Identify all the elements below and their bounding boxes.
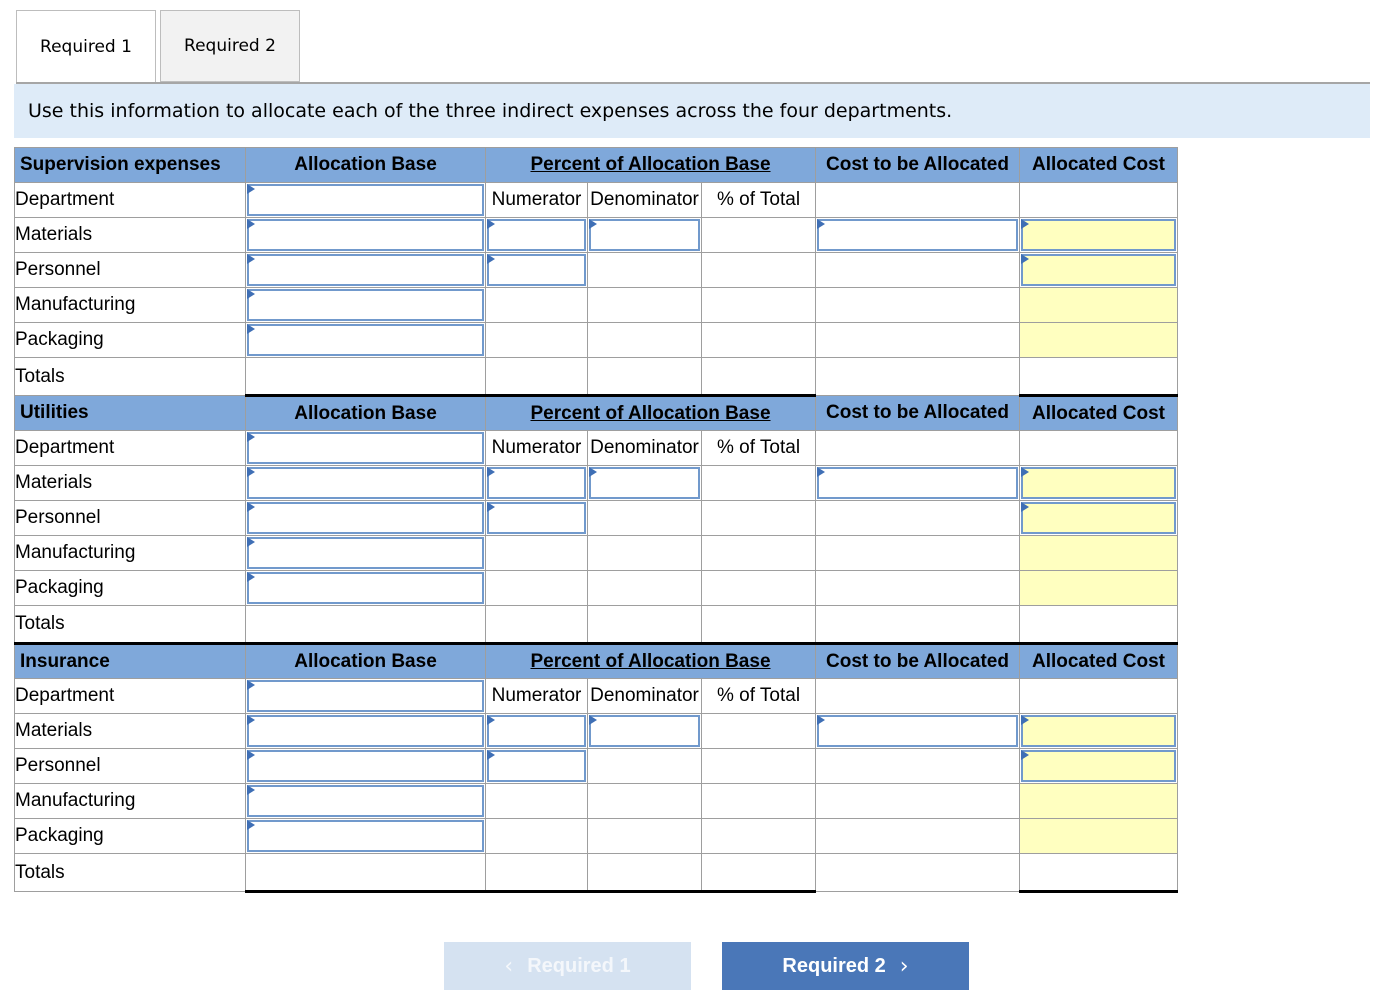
supervision-row-packaging — [15, 323, 1178, 358]
denominator-cell — [588, 784, 702, 819]
dropdown-marker-icon — [247, 184, 255, 194]
utilities-section-title: Utilities — [20, 402, 89, 423]
supervision-personnel-allocation-base-input[interactable] — [247, 254, 484, 286]
totals-label: Totals — [15, 861, 65, 883]
dropdown-marker-icon — [487, 467, 495, 477]
utilities-personnel-allocation-base-input[interactable] — [247, 502, 484, 534]
allocated-cell — [1020, 431, 1178, 466]
numerator-label: Numerator — [491, 685, 582, 706]
utilities-manufacturing-allocation-base-input[interactable] — [247, 537, 484, 569]
department-label: Department — [15, 189, 115, 210]
department-name: Materials — [15, 224, 93, 245]
dropdown-marker-icon — [589, 715, 597, 725]
department-name: Materials — [15, 720, 93, 741]
denominator-label: Denominator — [590, 437, 699, 458]
total-cost-cell — [816, 358, 1020, 396]
supervision-numerator-input[interactable] — [487, 219, 586, 251]
pct-cell — [702, 218, 816, 253]
department-label: Department — [15, 437, 115, 458]
next-button-label: Required 2 — [782, 954, 886, 977]
allocated-cost-header: Allocated Cost — [1031, 650, 1166, 672]
denominator-cell — [588, 501, 702, 536]
insurance-row-packaging — [15, 819, 1178, 854]
denominator-cell — [588, 571, 702, 606]
cost-cell — [816, 784, 1020, 819]
percent-of-allocation-base-header: Percent of Allocation Base — [530, 650, 771, 672]
numerator-cell — [486, 323, 588, 358]
numerator-cell — [486, 571, 588, 606]
utilities-totals-row — [15, 606, 1178, 644]
total-cell — [486, 854, 588, 892]
total-cost-cell — [816, 854, 1020, 892]
dropdown-marker-icon — [487, 502, 495, 512]
department-name: Packaging — [15, 825, 104, 846]
dropdown-marker-icon — [487, 750, 495, 760]
supervision-row-personnel — [15, 253, 1178, 288]
numerator-cell — [486, 784, 588, 819]
dropdown-marker-icon — [247, 467, 255, 477]
utilities-header-row — [15, 396, 1178, 431]
tab-required-2[interactable]: Required 2 — [160, 10, 300, 82]
totals-label: Totals — [15, 365, 65, 387]
chevron-right-icon: › — [899, 953, 909, 979]
total-cell — [588, 854, 702, 892]
prev-button-label: Required 1 — [527, 954, 631, 977]
denominator-cell — [588, 253, 702, 288]
insurance-packaging-allocation-base-input[interactable] — [247, 820, 484, 852]
total-cell — [702, 606, 816, 644]
cost-cell — [816, 536, 1020, 571]
pct-cell — [702, 253, 816, 288]
numerator-cell — [486, 819, 588, 854]
department-name: Manufacturing — [15, 790, 136, 811]
tab-required-1[interactable]: Required 1 — [16, 10, 156, 83]
cost-cell — [816, 571, 1020, 606]
pct-cell — [702, 466, 816, 501]
cost-to-be-allocated-header: Cost to be Allocated — [826, 402, 1009, 423]
total-cell — [588, 358, 702, 396]
supervision-materials-allocation-base-input[interactable] — [247, 219, 484, 251]
insurance-totals-row — [15, 854, 1178, 892]
total-cost-cell — [816, 606, 1020, 644]
dropdown-marker-icon — [247, 432, 255, 442]
supervision-manufacturing-allocation-base-input[interactable] — [247, 289, 484, 321]
dropdown-marker-icon — [1021, 254, 1029, 264]
numerator-label: Numerator — [491, 437, 582, 458]
cost-to-be-allocated-header: Cost to be Allocated — [826, 154, 1009, 175]
dropdown-marker-icon — [247, 502, 255, 512]
dropdown-marker-icon — [1021, 219, 1029, 229]
pct-cell — [702, 501, 816, 536]
insurance-personnel-allocation-base-input[interactable] — [247, 750, 484, 782]
dropdown-marker-icon — [247, 785, 255, 795]
utilities-personnel-numerator-input[interactable] — [487, 502, 586, 534]
utilities-materials-allocated-cost-input[interactable] — [1021, 467, 1176, 499]
supervision-cost-to-be-allocated-input[interactable] — [817, 219, 1018, 251]
denominator-cell — [588, 288, 702, 323]
cost-cell — [816, 288, 1020, 323]
pct-cell — [702, 323, 816, 358]
cost-cell — [816, 501, 1020, 536]
dropdown-marker-icon — [247, 680, 255, 690]
numerator-label: Numerator — [491, 189, 582, 210]
pct-cell — [702, 749, 816, 784]
total-cell — [702, 854, 816, 892]
insurance-denominator-input[interactable] — [589, 715, 700, 747]
supervision-personnel-numerator-input[interactable] — [487, 254, 586, 286]
denominator-label: Denominator — [590, 685, 699, 706]
dropdown-marker-icon — [247, 537, 255, 547]
utilities-department-row — [15, 431, 1178, 466]
utilities-row-manufacturing — [15, 536, 1178, 571]
percent-of-allocation-base-header: Percent of Allocation Base — [530, 402, 771, 424]
cost-cell — [816, 183, 1020, 218]
allocated-cell — [1020, 819, 1178, 854]
insurance-numerator-input[interactable] — [487, 715, 586, 747]
dropdown-marker-icon — [1021, 467, 1029, 477]
insurance-allocation-base-title-input[interactable] — [247, 680, 484, 712]
supervision-denominator-input[interactable] — [589, 219, 700, 251]
insurance-department-row — [15, 679, 1178, 714]
allocated-cell — [1020, 679, 1178, 714]
supervision-row-manufacturing — [15, 288, 1178, 323]
insurance-materials-allocated-cost-input[interactable] — [1021, 715, 1176, 747]
dropdown-marker-icon — [247, 219, 255, 229]
total-cell — [486, 606, 588, 644]
utilities-personnel-allocated-cost-input[interactable] — [1021, 502, 1176, 534]
dropdown-marker-icon — [1021, 750, 1029, 760]
department-name: Manufacturing — [15, 294, 136, 315]
denominator-cell — [588, 323, 702, 358]
utilities-row-packaging — [15, 571, 1178, 606]
denominator-label: Denominator — [590, 189, 699, 210]
dropdown-marker-icon — [487, 219, 495, 229]
allocation-table — [14, 147, 1178, 893]
supervision-personnel-allocated-cost-input[interactable] — [1021, 254, 1176, 286]
percent-of-allocation-base-header: Percent of Allocation Base — [530, 154, 771, 175]
insurance-row-materials — [15, 714, 1178, 749]
instruction-banner: Use this information to allocate each of the three indirect expenses across the four departments. — [14, 84, 1370, 138]
total-base-cell — [246, 606, 486, 644]
utilities-row-materials — [15, 466, 1178, 501]
department-name: Manufacturing — [15, 542, 136, 563]
department-name: Personnel — [15, 259, 101, 280]
department-name: Materials — [15, 472, 93, 493]
dropdown-marker-icon — [247, 715, 255, 725]
insurance-manufacturing-allocation-base-input[interactable] — [247, 785, 484, 817]
dropdown-marker-icon — [247, 750, 255, 760]
allocated-cell — [1020, 784, 1178, 819]
utilities-row-personnel — [15, 501, 1178, 536]
allocated-cell — [1020, 183, 1178, 218]
allocation-base-header: Allocation Base — [294, 650, 437, 672]
cost-cell — [816, 679, 1020, 714]
next-button[interactable] — [722, 942, 969, 990]
utilities-denominator-input[interactable] — [589, 467, 700, 499]
total-allocated-cell — [1020, 854, 1178, 892]
dropdown-marker-icon — [487, 715, 495, 725]
pct-total-label: % of Total — [716, 685, 801, 706]
department-name: Packaging — [15, 329, 104, 350]
supervision-totals-row — [15, 358, 1178, 396]
utilities-cost-to-be-allocated-input[interactable] — [817, 467, 1018, 499]
department-label: Department — [15, 685, 115, 706]
cost-cell — [816, 431, 1020, 466]
dropdown-marker-icon — [589, 467, 597, 477]
cost-cell — [816, 253, 1020, 288]
insurance-row-manufacturing — [15, 784, 1178, 819]
allocated-cell — [1020, 323, 1178, 358]
supervision-materials-allocated-cost-input[interactable] — [1021, 219, 1176, 251]
chevron-left-icon: ‹ — [504, 953, 514, 979]
allocated-cell — [1020, 571, 1178, 606]
dropdown-marker-icon — [247, 254, 255, 264]
pct-cell — [702, 571, 816, 606]
dropdown-marker-icon — [487, 254, 495, 264]
supervision-department-row — [15, 183, 1178, 218]
supervision-row-materials — [15, 218, 1178, 253]
insurance-cost-to-be-allocated-input[interactable] — [817, 715, 1018, 747]
allocated-cell — [1020, 288, 1178, 323]
prev-button[interactable] — [444, 942, 691, 990]
total-base-cell — [246, 358, 486, 396]
utilities-numerator-input[interactable] — [487, 467, 586, 499]
allocated-cost-header: Allocated Cost — [1031, 402, 1166, 424]
total-cell — [588, 606, 702, 644]
insurance-row-personnel — [15, 749, 1178, 784]
insurance-section-title: Insurance — [20, 650, 110, 672]
dropdown-marker-icon — [247, 572, 255, 582]
allocated-cell — [1020, 536, 1178, 571]
pct-cell — [702, 288, 816, 323]
cost-cell — [816, 749, 1020, 784]
dropdown-marker-icon — [817, 219, 825, 229]
pct-total-label: % of Total — [716, 437, 801, 458]
pct-total-label: % of Total — [716, 189, 801, 210]
dropdown-marker-icon — [247, 324, 255, 334]
department-name: Personnel — [15, 755, 101, 776]
total-allocated-cell — [1020, 358, 1178, 396]
utilities-packaging-allocation-base-input[interactable] — [247, 572, 484, 604]
supervision-allocation-base-title-input[interactable] — [247, 184, 484, 216]
supervision-section-title: Supervision expenses — [20, 154, 221, 175]
dropdown-marker-icon — [247, 289, 255, 299]
supervision-header-row — [15, 148, 1178, 183]
department-name: Personnel — [15, 507, 101, 528]
supervision-packaging-allocation-base-input[interactable] — [247, 324, 484, 356]
dropdown-marker-icon — [1021, 502, 1029, 512]
utilities-allocation-base-title-input[interactable] — [247, 432, 484, 464]
dropdown-marker-icon — [817, 467, 825, 477]
numerator-cell — [486, 288, 588, 323]
totals-label: Totals — [15, 613, 65, 634]
cost-cell — [816, 819, 1020, 854]
dropdown-marker-icon — [1021, 715, 1029, 725]
cost-cell — [816, 323, 1020, 358]
insurance-personnel-numerator-input[interactable] — [487, 750, 586, 782]
pct-cell — [702, 714, 816, 749]
total-cell — [486, 358, 588, 396]
pct-cell — [702, 784, 816, 819]
utilities-materials-allocation-base-input[interactable] — [247, 467, 484, 499]
denominator-cell — [588, 819, 702, 854]
denominator-cell — [588, 536, 702, 571]
allocation-base-header: Allocation Base — [294, 154, 437, 175]
numerator-cell — [486, 536, 588, 571]
dropdown-marker-icon — [247, 820, 255, 830]
pct-cell — [702, 536, 816, 571]
allocation-base-header: Allocation Base — [294, 402, 437, 424]
dropdown-marker-icon — [589, 219, 597, 229]
cost-to-be-allocated-header: Cost to be Allocated — [826, 650, 1009, 672]
total-cell — [702, 358, 816, 396]
department-name: Packaging — [15, 577, 104, 598]
allocated-cost-header: Allocated Cost — [1031, 154, 1166, 175]
insurance-header-row — [15, 644, 1178, 679]
total-base-cell — [246, 854, 486, 892]
dropdown-marker-icon — [817, 715, 825, 725]
total-allocated-cell — [1020, 606, 1178, 644]
pct-cell — [702, 819, 816, 854]
denominator-cell — [588, 749, 702, 784]
insurance-materials-allocation-base-input[interactable] — [247, 715, 484, 747]
insurance-personnel-allocated-cost-input[interactable] — [1021, 750, 1176, 782]
